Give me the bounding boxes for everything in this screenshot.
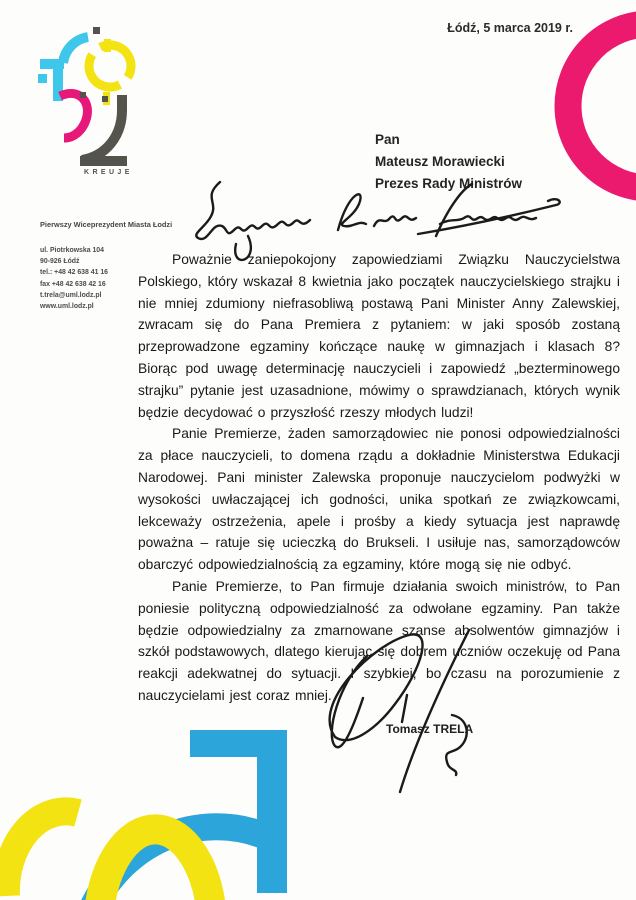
recipient-line: Mateusz Morawiecki [375, 154, 505, 169]
paragraph-3: Panie Premierze, to Pan firmuje działania swoich ministrów, to Pan poniesie polityczną odpowiedzialność za odwołane egzaminy. Pan także będzie odpowiedzialny za zmarnowane szanse absolwentów gimnazjów i szkół podstawowych, dlatego kierując się dobrem uczniów oczekuję od Pana reakcji adekwatnej do sytuacji. I szybkiej, bo czasu na porozumienie z nauczycielami jest coraz mniej. [138, 578, 620, 703]
sender-title: Pierwszy Wiceprezydent Miasta Łodzi [40, 220, 173, 229]
address-line: www.uml.lodz.pl [40, 303, 94, 311]
logo-tagline: KREUJE [84, 169, 133, 176]
date-line: Łódź, 5 marca 2019 r. [447, 21, 573, 35]
recipient-line: Prezes Rady Ministrów [375, 176, 523, 191]
address-line: ul. Piotrkowska 104 [40, 247, 104, 254]
address-line: tel.: +48 42 638 41 16 [40, 269, 109, 277]
sender-address [40, 245, 108, 312]
paragraph-2: Panie Premierze, żaden samorządowiec nie ponosi odpowiedzialności za płace nauczycieli, to domena rządu a dokładnie Ministerstwa Edukacji Narodowej. Pani minister Zalewska proponuje nauczycielom podwyżki w wysokości uwłaczającej ich godności, unika spotkań ze związkowcami, lekceważy ostrzeżenia, apele i prośby a kiedy sytuacja jest naprawdę poważna – ratuje się ucieczką do Brukseli. I usiłuje nas, samorządowców obarczyć odpowiedzialnością za egzaminy, które mogą się nie odbyć. [138, 426, 620, 573]
lodz-kreuje-logo [30, 26, 150, 176]
recipient-line: Pan [375, 132, 400, 147]
address-line: 90-926 Łódź [40, 258, 80, 266]
address-line: t.trela@uml.lodz.pl [40, 291, 102, 299]
printed-signature-name: Tomasz TRELA [386, 722, 474, 736]
handwritten-signature [315, 622, 490, 797]
address-line: fax +48 42 638 42 16 [40, 280, 106, 288]
paragraph-1: Poważnie zaniepokojony zapowiedziami Związku Nauczycielstwa Polskiego, który wskazał 8 kwietnia jako początek nauczycielskiego strajku i nie mniej zdumiony niefrasobliwą postawą Pani Minister Anny Zalewskiej, zwracam się do Pana Premiera z pytaniem: w jaki sposób zostaną przeprowadzone egzaminy kończące naukę w gimnazjach i klasach 8? Biorąc pod uwagę determinację nauczycieli i zapowiedź „bezterminowego strajku” pytanie jest uzasadnione, mówimy o sprawdzianach, których wynik będzie decydować o przyszłość rzeszy młodych ludzi! [138, 252, 620, 420]
bottom-logo-decoration [0, 718, 330, 900]
lodz-logo-graphic [30, 26, 150, 176]
